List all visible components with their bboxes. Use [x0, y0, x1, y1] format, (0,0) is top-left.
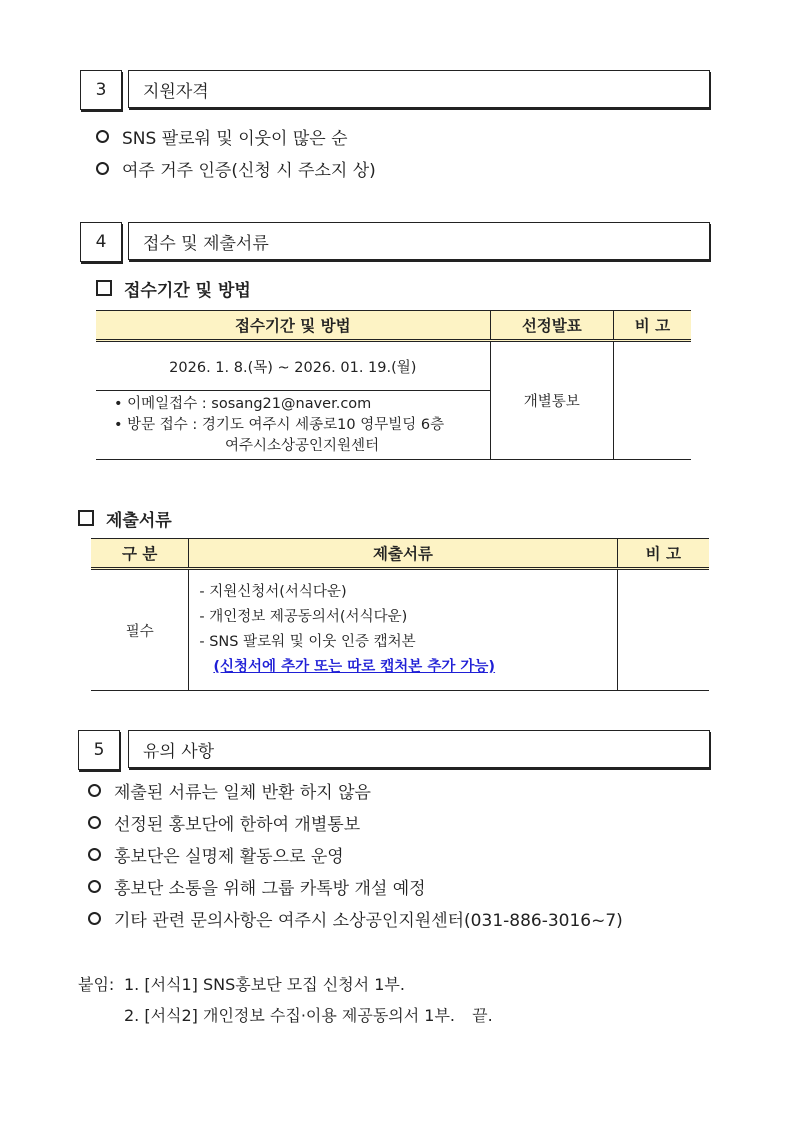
col-header: 선정발표	[490, 311, 613, 341]
item-text: 선정된 홍보단에 한하여 개별통보	[114, 814, 361, 835]
section-5-item	[88, 778, 371, 802]
docs-table	[91, 538, 709, 691]
col-header: 접수기간 및 방법	[96, 311, 490, 341]
period-heading	[96, 276, 251, 300]
heading-text: 접수기간 및 방법	[124, 280, 251, 301]
section-5-item	[88, 842, 344, 866]
section-5-number: 5	[78, 730, 120, 770]
col-header: 비 고	[613, 311, 691, 341]
heading-text: 제출서류	[106, 510, 172, 531]
docs-heading	[78, 506, 172, 530]
circle-bullet-icon	[88, 912, 101, 925]
section-3-item	[96, 156, 376, 180]
section-5-title: 유의 사항	[128, 730, 710, 768]
section-5-item	[88, 810, 360, 834]
section-3-title: 지원자격	[128, 70, 710, 108]
visit-line-2: 여주시소상공인지원센터	[225, 437, 380, 454]
circle-bullet-icon	[88, 784, 101, 797]
attachment-label: 붙임:	[78, 975, 115, 994]
announce-cell: 개별통보	[490, 341, 613, 460]
docs-list-cell	[189, 569, 617, 691]
circle-bullet-icon	[96, 130, 109, 143]
item-text: SNS 팔로워 및 이웃이 많은 순	[122, 128, 348, 149]
email-line: • 이메일접수 : sosang21@naver.com	[114, 395, 372, 412]
col-header: 구 분	[91, 539, 189, 569]
item-text: 홍보단은 실명제 활동으로 운영	[114, 846, 344, 867]
section-3-number: 3	[80, 70, 122, 110]
circle-bullet-icon	[88, 880, 101, 893]
item-text: 홍보단 소통을 위해 그룹 카톡방 개설 예정	[114, 878, 426, 899]
note-cell	[613, 341, 691, 460]
section-4-title: 접수 및 제출서류	[128, 222, 710, 260]
circle-bullet-icon	[88, 848, 101, 861]
section-4-number: 4	[80, 222, 122, 262]
item-text: 기타 관련 문의사항은 여주시 소상공인지원센터(031-886-3016~7)	[114, 910, 623, 931]
checkbox-square-icon	[96, 280, 112, 296]
highlight-note: (신청서에 추가 또는 따로 캡처본 추가 가능)	[213, 659, 496, 675]
col-header: 비 고	[617, 539, 709, 569]
method-cell	[96, 391, 490, 460]
circle-bullet-icon	[96, 162, 109, 175]
doc-item: - 개인정보 제공동의서(서식다운)	[199, 609, 408, 625]
doc-item: - SNS 팔로워 및 이웃 인증 캡처본	[199, 634, 416, 650]
checkbox-square-icon	[78, 510, 94, 526]
visit-line: • 방문 접수 : 경기도 여주시 세종로10 영무빌딩 6층	[114, 416, 445, 433]
circle-bullet-icon	[88, 816, 101, 829]
attachment-line-2-text: 2. [서식2] 개인정보 수집·이용 제공동의서 1부.	[124, 1006, 456, 1025]
item-text: 제출된 서류는 일체 반환 하지 않음	[114, 782, 371, 803]
section-5-item	[88, 874, 426, 898]
period-table	[96, 310, 691, 460]
item-text: 여주 거주 인증(신청 시 주소지 상)	[122, 160, 376, 181]
attachment-line-1: 1. [서식1] SNS홍보단 모집 신청서 1부.	[124, 975, 405, 994]
section-5-item	[88, 906, 623, 930]
date-range-cell: 2026. 1. 8.(목) ~ 2026. 01. 19.(월)	[96, 341, 490, 391]
category-cell: 필수	[91, 569, 189, 691]
end-mark: 끝.	[472, 1006, 493, 1025]
col-header: 제출서류	[189, 539, 617, 569]
note-cell	[617, 569, 709, 691]
section-3-item	[96, 124, 348, 148]
attachment-line-2	[124, 1003, 493, 1026]
doc-item: - 지원신청서(서식다운)	[199, 584, 347, 600]
